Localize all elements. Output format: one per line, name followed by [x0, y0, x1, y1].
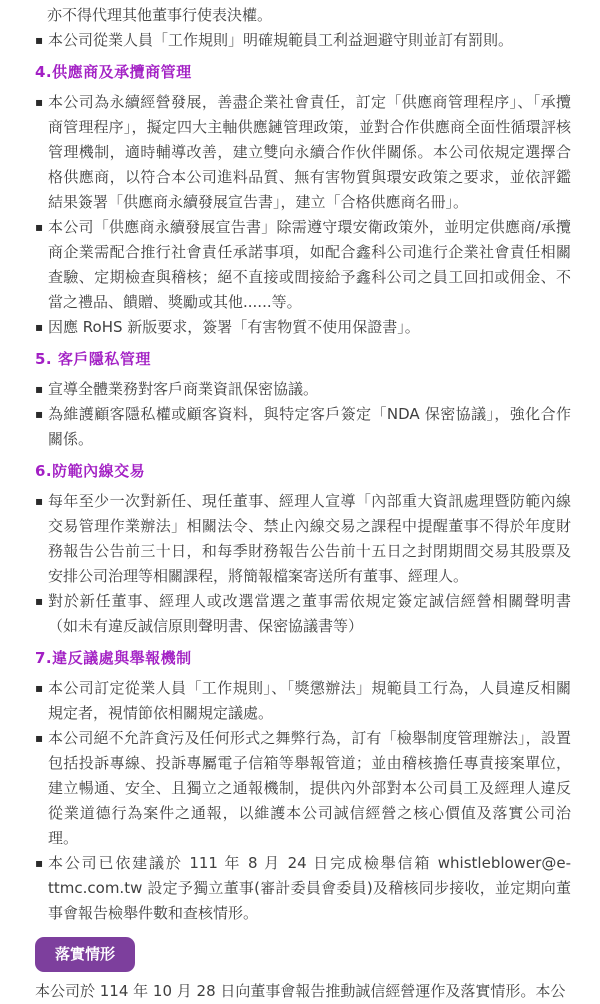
bullet-icon: ▪	[35, 681, 44, 695]
bullet-icon: ▪	[35, 320, 44, 334]
bullet-icon: ▪	[35, 494, 44, 508]
list-item	[35, 726, 571, 851]
list-item-text: 對於新任董事、經理人或改選當選之董事需依規定簽定誠信經營相關聲明書（如未有違反誠信原則聲明書、保密協議書等）	[48, 592, 571, 635]
section-heading-supplier-management: 4.供應商及承攬商管理	[35, 63, 192, 81]
list-item-text: 為維護顧客隱私權或顧客資料，與特定客戶簽定「NDA 保密協議」，強化合作關係。	[48, 405, 571, 448]
bullet-icon: ▪	[35, 95, 44, 109]
implementation-status-button[interactable]: 落實情形	[35, 937, 135, 972]
list-item-text: 因應 RoHS 新版要求，簽署「有害物質不使用保證書」。	[48, 318, 420, 336]
list-item	[35, 851, 571, 926]
bullet-icon: ▪	[35, 220, 44, 234]
section-heading-customer-privacy: 5. 客戶隱私管理	[35, 350, 151, 368]
continuation-paragraph: 亦不得代理其他董事行使表決權。	[47, 6, 273, 24]
list-item	[35, 589, 571, 639]
list-item	[35, 28, 571, 53]
bullet-icon: ▪	[35, 594, 44, 608]
list-item	[35, 90, 571, 215]
list-item	[35, 377, 571, 402]
list-item-text: 宣導全體業務對客戶商業資訊保密協議。	[48, 380, 319, 398]
list-item	[35, 315, 571, 340]
list-item-text: 本公司絕不允許貪污及任何形式之舞弊行為，訂有「檢舉制度管理辦法」，設置包括投訴專線、投訴專屬電子信箱等舉報管道；並由稽核擔任專責接案單位，建立暢通、安全、且獨立之通報機制，提供內外部對本公司員工及經理人違反從業道德行為案件之通報，以維護本公司誠信經營之核心價值及落實公司治理。	[48, 729, 571, 847]
bullet-icon: ▪	[35, 33, 44, 47]
bullet-icon: ▪	[35, 382, 44, 396]
footer-paragraph: 本公司於 114 年 10 月 28 日向董事會報告推動誠信經營運作及落實情形。本公	[35, 982, 566, 1000]
bullet-icon: ▪	[35, 731, 44, 745]
list-item-text: 每年至少一次對新任、現任董事、經理人宣導「內部重大資訊處理暨防範內線交易管理作業辦法」相關法令、禁止內線交易之課程中提醒董事不得於年度財務報告公告前三十日，和每季財務報告公告前十五日之封閉期間交易其股票及安排公司治理等相關課程，將簡報檔案寄送所有董事、經理人。	[48, 492, 571, 585]
list-item	[35, 489, 571, 589]
bullet-icon: ▪	[35, 407, 44, 421]
section-heading-violation-reporting: 7.違反議處與舉報機制	[35, 649, 192, 667]
list-item-text: 本公司訂定從業人員「工作規則」、「獎懲辦法」規範員工行為，人員違反相關規定者，視情節依相關規定議處。	[48, 679, 571, 722]
list-item-text: 本公司「供應商永續發展宣告書」除需遵守環安衛政策外，並明定供應商/承攬商企業需配合推行社會責任承諾事項，如配合鑫科公司進行企業社會責任相關查驗、定期檢查與稽核；絕不直接或間接給予鑫科公司之員工回扣或佣金、不當之禮品、饋贈、獎勵或其他......等。	[48, 218, 571, 311]
list-item	[35, 676, 571, 726]
list-item-text: 本公司為永續經營發展，善盡企業社會責任，訂定「供應商管理程序」、「承攬商管理程序」，擬定四大主軸供應鏈管理政策，並對合作供應商全面性循環評核管理機制，適時輔導改善，建立雙向永續合作伙伴關係。本公司依規定選擇合格供應商，以符合本公司進料品質、無有害物質與環安政策之要求，並依評鑑結果簽署「供應商永續發展宣告書」，建立「合格供應商名冊」。	[48, 93, 571, 211]
section-heading-insider-trading: 6.防範內線交易	[35, 462, 146, 480]
list-item	[35, 402, 571, 452]
list-item	[35, 215, 571, 315]
list-item-text: 本公司已依建議於 111 年 8 月 24 日完成檢舉信箱 whistleblower@e-ttmc.com.tw 設定予獨立董事(審計委員會委員)及稽核同步接收，並定期向董事會報告檢舉件數和查核情形。	[48, 854, 571, 922]
bullet-icon: ▪	[35, 856, 44, 870]
list-item-text: 本公司從業人員「工作規則」明確規範員工利益迴避守則並訂有罰則。	[48, 31, 514, 49]
